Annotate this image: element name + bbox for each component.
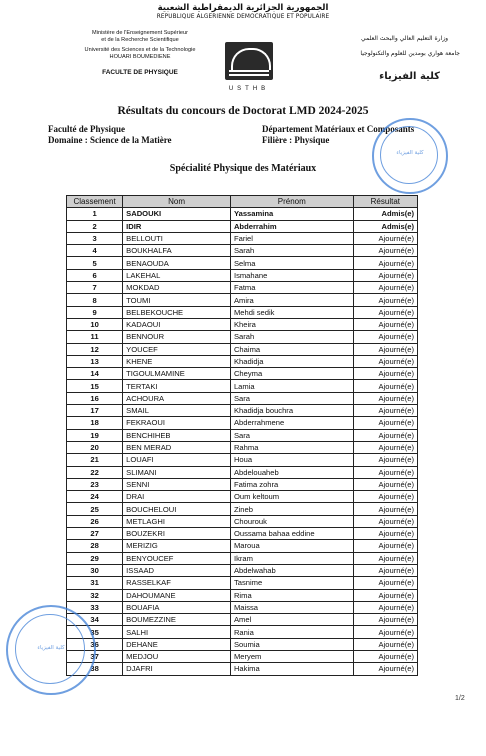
resultat-cell: Ajourné(e) [353,392,417,404]
rank-cell: 12 [67,343,123,355]
nom-cell: KHENE [123,355,231,367]
nom-cell: MERIZIG [123,540,231,552]
official-stamp-left [6,605,96,695]
resultat-cell: Admis(e) [353,208,417,220]
results-table [66,195,418,676]
prenom-cell: Soumia [230,638,353,650]
nom-cell: SMAIL [123,405,231,417]
nom-cell: ACHOURA [123,392,231,404]
resultat-cell: Ajourné(e) [353,454,417,466]
nom-cell: KADAOUI [123,318,231,330]
resultat-cell: Ajourné(e) [353,405,417,417]
prenom-cell: Chourouk [230,515,353,527]
table-row [67,380,418,392]
table-header-row [67,196,418,208]
resultat-cell: Ajourné(e) [353,577,417,589]
nom-cell: BELBEKOUCHE [123,306,231,318]
resultat-cell: Ajourné(e) [353,257,417,269]
nom-cell: BOUZEKRI [123,528,231,540]
university-line-1: Université des Sciences et de la Technologie [84,47,196,53]
header-prenom: Prénom [230,196,353,208]
table-row [67,491,418,503]
resultat-cell: Ajourné(e) [353,663,417,675]
table-row [67,577,418,589]
table-row [67,638,418,650]
prenom-cell: Sarah [230,245,353,257]
nom-cell: FEKRAOUI [123,417,231,429]
rank-cell: 21 [67,454,123,466]
rank-cell: 37 [67,650,123,662]
prenom-cell: Tasnime [230,577,353,589]
university-arabic: جامعة هواري بومدين للعلوم والتكنولوجيا [360,50,460,57]
nom-cell: BELLOUTI [123,232,231,244]
resultat-cell: Ajourné(e) [353,429,417,441]
table-row [67,306,418,318]
header-nom: Nom [123,196,231,208]
filiere-label: Filière : Physique [262,135,330,145]
prenom-cell: Abdelouaheb [230,466,353,478]
prenom-cell: Chaima [230,343,353,355]
rank-cell: 2 [67,220,123,232]
rank-cell: 3 [67,232,123,244]
rank-cell: 11 [67,331,123,343]
table-row [67,282,418,294]
nom-cell: DJAFRI [123,663,231,675]
table-row [67,294,418,306]
table-row [67,232,418,244]
resultat-cell: Ajourné(e) [353,368,417,380]
header-resultat: Résultat [353,196,417,208]
table-row [67,343,418,355]
table-row [67,405,418,417]
header-classement: Classement [67,196,123,208]
prenom-cell: Abdelwahab [230,564,353,576]
prenom-cell: Khadidja [230,355,353,367]
official-stamp-right [372,118,448,194]
prenom-cell: Zineb [230,503,353,515]
prenom-cell: Oum keltoum [230,491,353,503]
rank-cell: 8 [67,294,123,306]
prenom-cell: Abderrahmene [230,417,353,429]
rank-cell: 31 [67,577,123,589]
nom-cell: ISSAAD [123,564,231,576]
nom-cell: DAHOUMANE [123,589,231,601]
resultat-cell: Ajourné(e) [353,269,417,281]
table-row [67,515,418,527]
faculty-name-ar: كلية الفيزياء [379,71,440,82]
ministry-line-2: et de la Recherche Scientifique [101,37,179,43]
rank-cell: 6 [67,269,123,281]
resultat-cell: Ajourné(e) [353,245,417,257]
resultat-cell: Ajourné(e) [353,564,417,576]
department-label: Département Matériaux et Composants [262,124,415,134]
nom-cell: MEDJOU [123,650,231,662]
rank-cell: 34 [67,614,123,626]
nom-cell: SLIMANI [123,466,231,478]
nom-cell: SALHI [123,626,231,638]
ministry-line-1: Ministère de l'Enseignement Supérieur [92,30,188,36]
rank-cell: 35 [67,626,123,638]
table-row [67,552,418,564]
table-row [67,503,418,515]
rank-cell: 33 [67,601,123,613]
rank-cell: 10 [67,318,123,330]
faculty-label: Faculté de Physique [48,124,126,134]
nom-cell: TOUMI [123,294,231,306]
prenom-cell: Sarah [230,331,353,343]
rank-cell: 17 [67,405,123,417]
prenom-cell: Rahma [230,441,353,453]
table-row [67,220,418,232]
resultat-cell: Admis(e) [353,220,417,232]
table-row [67,257,418,269]
prenom-cell: Khadidja bouchra [230,405,353,417]
nom-cell: MOKDAD [123,282,231,294]
rank-cell: 27 [67,528,123,540]
table-row [67,331,418,343]
rank-cell: 4 [67,245,123,257]
prenom-cell: Rima [230,589,353,601]
resultat-cell: Ajourné(e) [353,650,417,662]
table-row [67,269,418,281]
nom-cell: LOUAFI [123,454,231,466]
nom-cell: BENNOUR [123,331,231,343]
republic-french: REPUBLIQUE ALGERIENNE DEMOCRATIQUE ET POPULAIRE [156,14,330,20]
rank-cell: 36 [67,638,123,650]
university-line-2: HOUARI BOUMEDIENE [109,54,171,60]
table-row [67,466,418,478]
nom-cell: BENYOUCEF [123,552,231,564]
prenom-cell: Ikram [230,552,353,564]
resultat-cell: Ajourné(e) [353,478,417,490]
table-row [67,540,418,552]
table-row [67,429,418,441]
nom-cell: TERTAKI [123,380,231,392]
prenom-cell: Amel [230,614,353,626]
rank-cell: 18 [67,417,123,429]
nom-cell: BOUCHELOUI [123,503,231,515]
rank-cell: 1 [67,208,123,220]
nom-cell: DRAI [123,491,231,503]
table-row [67,454,418,466]
table-row [67,528,418,540]
prenom-cell: Maroua [230,540,353,552]
nom-cell: BOUMEZZINE [123,614,231,626]
rank-cell: 26 [67,515,123,527]
nom-cell: BOUKHALFA [123,245,231,257]
table-row [67,368,418,380]
resultat-cell: Ajourné(e) [353,552,417,564]
rank-cell: 22 [67,466,123,478]
prenom-cell: Selma [230,257,353,269]
resultat-cell: Ajourné(e) [353,503,417,515]
rank-cell: 14 [67,368,123,380]
resultat-cell: Ajourné(e) [353,417,417,429]
table-row [67,564,418,576]
resultat-cell: Ajourné(e) [353,306,417,318]
resultat-cell: Ajourné(e) [353,540,417,552]
resultat-cell: Ajourné(e) [353,441,417,453]
specialty-title: Spécialité Physique des Matériaux [169,163,317,174]
rank-cell: 13 [67,355,123,367]
results-body [67,208,418,675]
stamp-left-text: كلية الفيزياء [37,645,65,651]
resultat-cell: Ajourné(e) [353,232,417,244]
resultat-cell: Ajourné(e) [353,614,417,626]
prenom-cell: Kheira [230,318,353,330]
table-row [67,614,418,626]
table-row [67,392,418,404]
nom-cell: BEN MERAD [123,441,231,453]
prenom-cell: Mehdi sedik [230,306,353,318]
nom-cell: YOUCEF [123,343,231,355]
nom-cell: RASSELKAF [123,577,231,589]
resultat-cell: Ajourné(e) [353,282,417,294]
resultat-cell: Ajourné(e) [353,626,417,638]
prenom-cell: Sara [230,392,353,404]
resultat-cell: Ajourné(e) [353,343,417,355]
prenom-cell: Ismahane [230,269,353,281]
nom-cell: TIGOULMAMINE [123,368,231,380]
resultat-cell: Ajourné(e) [353,331,417,343]
resultat-cell: Ajourné(e) [353,601,417,613]
rank-cell: 30 [67,564,123,576]
stamp-right-text: كلية الفيزياء [396,150,424,156]
prenom-cell: Yassamina [230,208,353,220]
prenom-cell: Fatima zohra [230,478,353,490]
prenom-cell: Fatma [230,282,353,294]
prenom-cell: Cheyma [230,368,353,380]
rank-cell: 25 [67,503,123,515]
table-row [67,663,418,675]
table-row [67,208,418,220]
rank-cell: 20 [67,441,123,453]
resultat-cell: Ajourné(e) [353,638,417,650]
prenom-cell: Houa [230,454,353,466]
prenom-cell: Maissa [230,601,353,613]
info-left [48,124,172,146]
rank-cell: 9 [67,306,123,318]
nom-cell: BENCHIHEB [123,429,231,441]
nom-cell: SADOUKI [123,208,231,220]
page-number: 1/2 [455,695,465,702]
university-logo [225,42,273,104]
resultat-cell: Ajourné(e) [353,466,417,478]
table-row [67,650,418,662]
rank-cell: 28 [67,540,123,552]
page-title: Résultats du concours de Doctorat LMD 2024-2025 [117,105,369,117]
rank-cell: 15 [67,380,123,392]
nom-cell: BENAOUDA [123,257,231,269]
logo-emblem-icon [225,42,273,80]
table-row [67,245,418,257]
nom-cell: METLAGHI [123,515,231,527]
resultat-cell: Ajourné(e) [353,491,417,503]
rank-cell: 38 [67,663,123,675]
table-row [67,355,418,367]
prenom-cell: Rania [230,626,353,638]
table-row [67,441,418,453]
nom-cell: IDIR [123,220,231,232]
rank-cell: 29 [67,552,123,564]
nom-cell: LAKEHAL [123,269,231,281]
ministry-arabic: وزارة التعليم العالي والبحث العلمي [361,35,448,42]
resultat-cell: Ajourné(e) [353,380,417,392]
table-row [67,601,418,613]
prenom-cell: Lamia [230,380,353,392]
prenom-cell: Hakima [230,663,353,675]
nom-cell: BOUAFIA [123,601,231,613]
nom-cell: DEHANE [123,638,231,650]
resultat-cell: Ajourné(e) [353,318,417,330]
resultat-cell: Ajourné(e) [353,355,417,367]
domain-label: Domaine : Science de la Matière [48,135,172,145]
rank-cell: 16 [67,392,123,404]
rank-cell: 23 [67,478,123,490]
nom-cell: SENNI [123,478,231,490]
faculty-name-fr: FACULTE DE PHYSIQUE [102,69,178,76]
resultat-cell: Ajourné(e) [353,589,417,601]
rank-cell: 5 [67,257,123,269]
prenom-cell: Abderrahim [230,220,353,232]
rank-cell: 7 [67,282,123,294]
prenom-cell: Amira [230,294,353,306]
resultat-cell: Ajourné(e) [353,294,417,306]
prenom-cell: Meryem [230,650,353,662]
table-row [67,478,418,490]
prenom-cell: Sara [230,429,353,441]
table-row [67,417,418,429]
republic-arabic: الجمهورية الجزائرية الديمقراطية الشعبية [157,3,329,13]
table-row [67,589,418,601]
resultat-cell: Ajourné(e) [353,528,417,540]
rank-cell: 24 [67,491,123,503]
logo-text: USTHB [228,86,270,92]
table-row [67,626,418,638]
ministry-block-ar [300,34,460,81]
rank-cell: 19 [67,429,123,441]
prenom-cell: Oussama bahaa eddine [230,528,353,540]
resultat-cell: Ajourné(e) [353,515,417,527]
ministry-block-fr [70,30,210,76]
table-row [67,318,418,330]
rank-cell: 32 [67,589,123,601]
prenom-cell: Fariel [230,232,353,244]
